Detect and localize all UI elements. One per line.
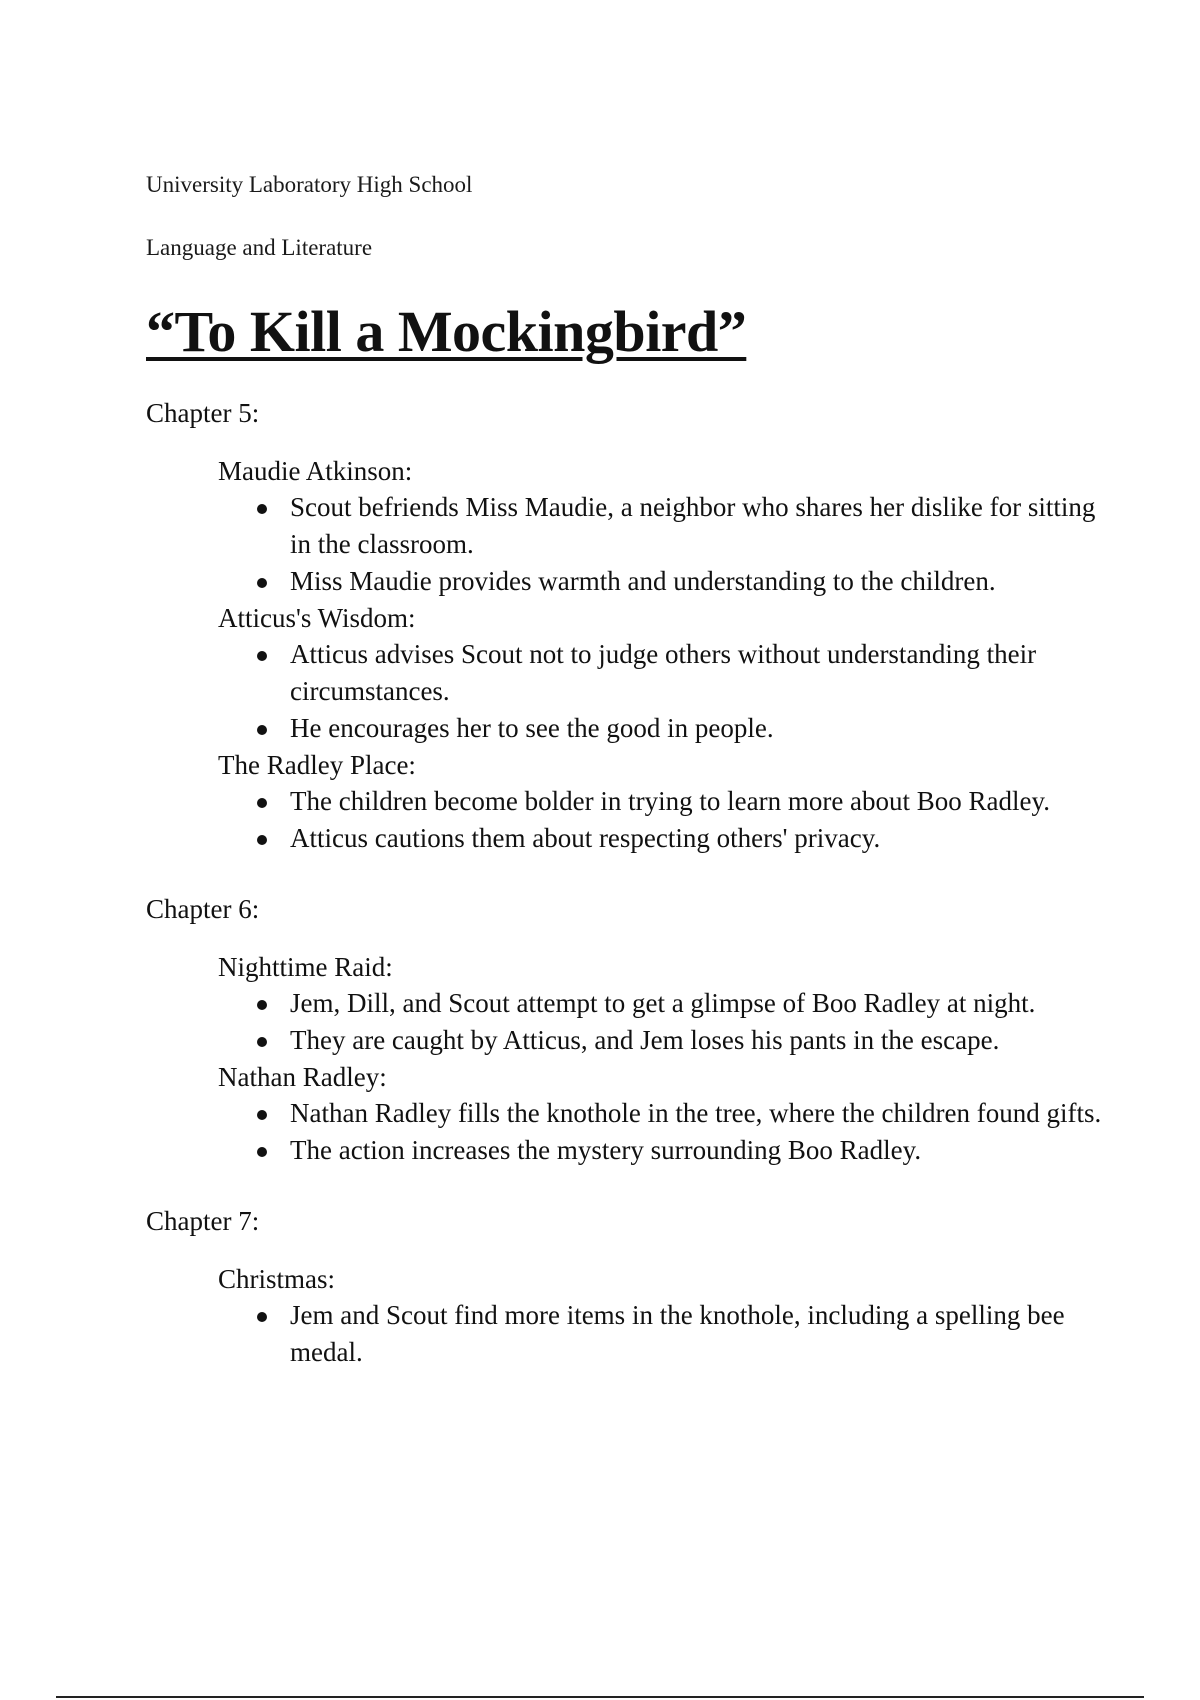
- list-item: Atticus advises Scout not to judge others without understanding their circumstances.: [254, 636, 1106, 710]
- list-item: Miss Maudie provides warmth and understanding to the children.: [254, 563, 1106, 600]
- bullet-list: [218, 1297, 1106, 1371]
- chapter-body: [218, 453, 1106, 857]
- subject-name: Language and Literature: [146, 235, 373, 260]
- section-label: Nighttime Raid:: [218, 952, 393, 982]
- document-page: [146, 170, 1106, 1371]
- section-label: Atticus's Wisdom:: [218, 603, 416, 633]
- list-item: Atticus cautions them about respecting others' privacy.: [254, 820, 1106, 857]
- list-item: Scout befriends Miss Maudie, a neighbor who shares her dislike for sitting in the classroom.: [254, 489, 1106, 563]
- chapter-6: [146, 891, 1106, 1169]
- bullet-list: [218, 783, 1106, 857]
- chapter-body: [218, 949, 1106, 1169]
- section-label: Nathan Radley:: [218, 1062, 387, 1092]
- bullet-list: [218, 489, 1106, 600]
- page-title: “To Kill a Mockingbird”: [146, 299, 747, 364]
- bullet-list: [218, 1095, 1106, 1169]
- section-label: Christmas:: [218, 1264, 336, 1294]
- chapter-heading: Chapter 5:: [146, 398, 260, 428]
- section-label: Maudie Atkinson:: [218, 456, 413, 486]
- bullet-list: [218, 636, 1106, 747]
- list-item: Nathan Radley fills the knothole in the tree, where the children found gifts.: [254, 1095, 1106, 1132]
- list-item: Jem, Dill, and Scout attempt to get a glimpse of Boo Radley at night.: [254, 985, 1106, 1022]
- chapter-5: [146, 395, 1106, 857]
- bullet-list: [218, 985, 1106, 1059]
- chapter-7: [146, 1203, 1106, 1371]
- chapter-heading: Chapter 6:: [146, 894, 260, 924]
- chapter-heading: Chapter 7:: [146, 1206, 260, 1236]
- list-item: The children become bolder in trying to learn more about Boo Radley.: [254, 783, 1106, 820]
- list-item: They are caught by Atticus, and Jem loses his pants in the escape.: [254, 1022, 1106, 1059]
- section-label: The Radley Place:: [218, 750, 416, 780]
- chapter-body: [218, 1261, 1106, 1371]
- list-item: The action increases the mystery surrounding Boo Radley.: [254, 1132, 1106, 1169]
- list-item: Jem and Scout find more items in the knothole, including a spelling bee medal.: [254, 1297, 1106, 1371]
- school-name: University Laboratory High School: [146, 172, 473, 197]
- list-item: He encourages her to see the good in people.: [254, 710, 1106, 747]
- footer-divider: [56, 1696, 1144, 1698]
